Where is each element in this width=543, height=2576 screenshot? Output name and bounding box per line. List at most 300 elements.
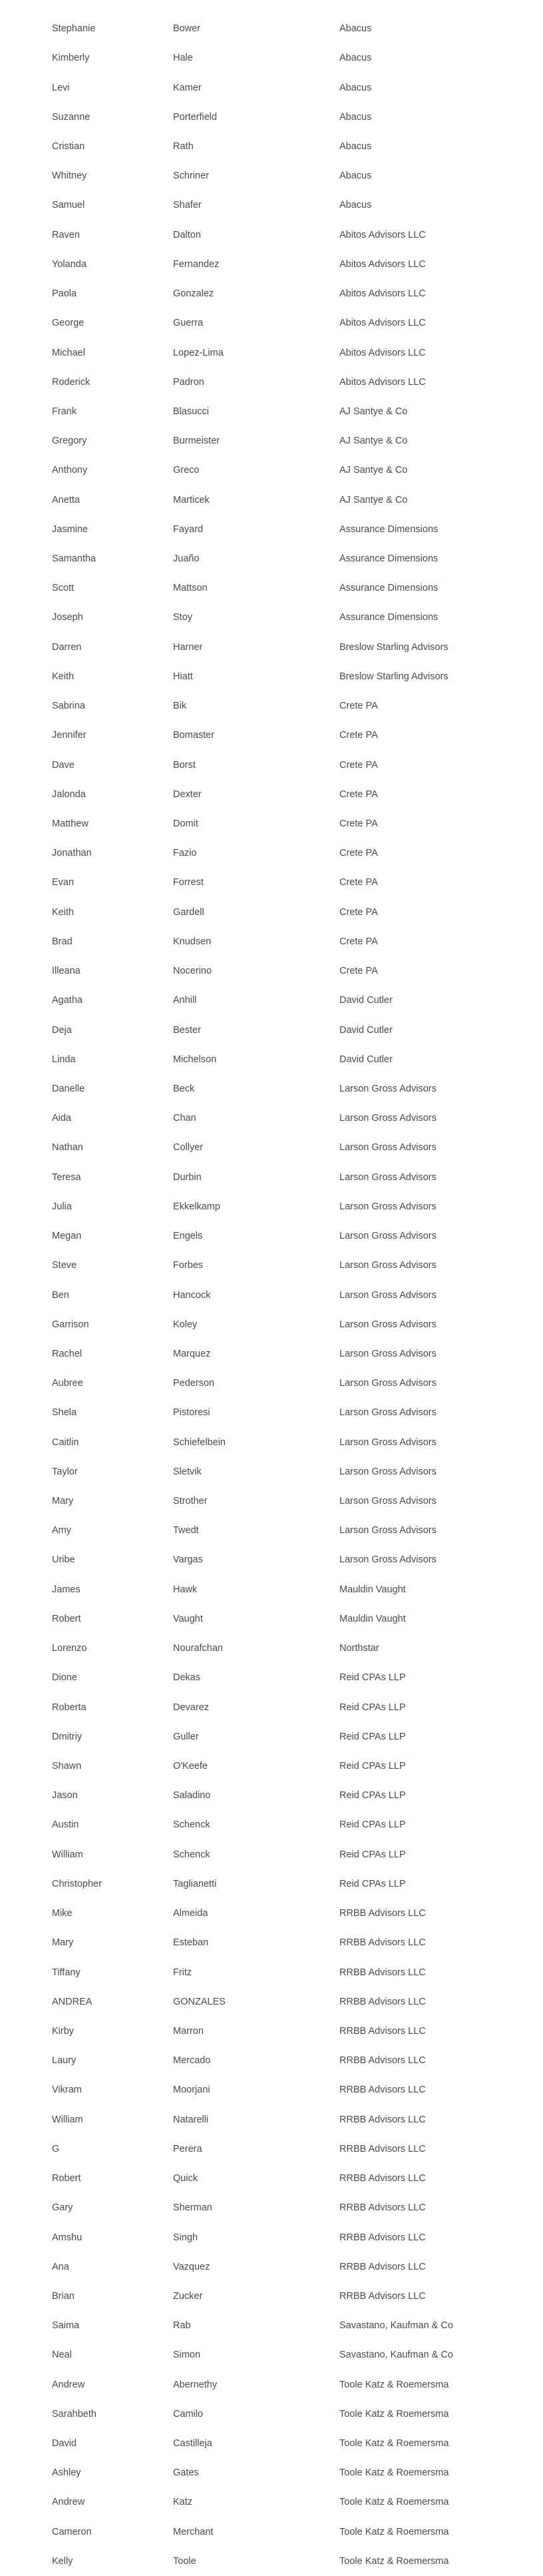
first-name-cell: Christopher <box>52 1878 102 1889</box>
last-name-cell: Pistoresi <box>173 1407 210 1419</box>
firm-name-cell: Larson Gross Advisors <box>339 1260 437 1271</box>
last-name-cell: Lopez-Lima <box>173 347 224 358</box>
first-name-cell: Suzanne <box>52 111 90 123</box>
table-row <box>0 2105 543 2134</box>
first-name-cell: Austin <box>52 1819 79 1831</box>
table-row <box>0 986 543 1015</box>
firm-name-cell: Crete PA <box>339 906 378 918</box>
table-row <box>0 1575 543 1604</box>
last-name-cell: Vargas <box>173 1554 203 1566</box>
first-name-cell: Kimberly <box>52 53 90 64</box>
firm-name-cell: Toole Katz & Roemersma <box>339 2379 449 2390</box>
last-name-cell: Gonzalez <box>173 288 214 300</box>
table-row <box>0 368 543 397</box>
last-name-cell: Schenck <box>173 1819 210 1831</box>
first-name-cell: Michael <box>52 347 85 358</box>
first-name-cell: Vikram <box>52 2085 82 2096</box>
firm-name-cell: David Cutler <box>339 1054 393 1065</box>
firm-name-cell: Assurance Dimensions <box>339 583 439 594</box>
last-name-cell: Forrest <box>173 877 204 888</box>
first-name-cell: Dmitriy <box>52 1731 83 1742</box>
table-row <box>0 2222 543 2252</box>
contact-table <box>0 14 543 2576</box>
last-name-cell: Guller <box>173 1731 199 1742</box>
last-name-cell: Schiefelbein <box>173 1437 226 1448</box>
last-name-cell: Bomaster <box>173 730 215 741</box>
last-name-cell: Forbes <box>173 1260 204 1271</box>
first-name-cell: Jonathan <box>52 848 92 859</box>
table-row <box>0 2487 543 2517</box>
last-name-cell: Domit <box>173 818 198 830</box>
table-row <box>0 1310 543 1339</box>
table-row <box>0 1987 543 2017</box>
table-row <box>0 868 543 897</box>
firm-name-cell: RRBB Advisors LLC <box>339 1937 426 1949</box>
last-name-cell: Dekas <box>173 1672 201 1684</box>
table-row <box>0 750 543 779</box>
last-name-cell: Anhill <box>173 995 197 1006</box>
firm-name-cell: AJ Santye & Co <box>339 436 408 447</box>
firm-name-cell: RRBB Advisors LLC <box>339 2232 426 2243</box>
last-name-cell: Merchant <box>173 2526 214 2537</box>
firm-name-cell: Abacus <box>339 53 372 64</box>
table-row <box>0 2282 543 2311</box>
firm-name-cell: Toole Katz & Roemersma <box>339 2467 449 2479</box>
table-row <box>0 780 543 809</box>
last-name-cell: Pederson <box>173 1378 215 1389</box>
table-row <box>0 2164 543 2193</box>
firm-name-cell: Reid CPAs LLP <box>339 1731 406 1742</box>
table-row <box>0 2193 543 2222</box>
first-name-cell: Shawn <box>52 1761 82 1772</box>
first-name-cell: Whitney <box>52 170 87 182</box>
first-name-cell: Jennifer <box>52 730 87 741</box>
last-name-cell: GONZALES <box>173 1996 226 2007</box>
table-row <box>0 1221 543 1251</box>
firm-name-cell: Larson Gross Advisors <box>339 1378 437 1389</box>
first-name-cell: Samantha <box>52 553 96 565</box>
last-name-cell: Chan <box>173 1113 196 1124</box>
first-name-cell: Brian <box>52 2290 75 2302</box>
firm-name-cell: RRBB Advisors LLC <box>339 2085 426 2096</box>
first-name-cell: Jason <box>52 1790 78 1801</box>
firm-name-cell: RRBB Advisors LLC <box>339 2202 426 2214</box>
first-name-cell: Sarahbeth <box>52 2408 96 2419</box>
first-name-cell: Ana <box>52 2261 69 2272</box>
first-name-cell: Mary <box>52 1496 74 1507</box>
last-name-cell: Marquez <box>173 1348 211 1359</box>
firm-name-cell: Larson Gross Advisors <box>339 1525 437 1536</box>
table-row <box>0 220 543 250</box>
first-name-cell: Keith <box>52 906 75 918</box>
firm-name-cell: David Cutler <box>339 995 393 1006</box>
firm-name-cell: Reid CPAs LLP <box>339 1672 406 1684</box>
first-name-cell: Illeana <box>52 966 81 977</box>
firm-name-cell: Larson Gross Advisors <box>339 1554 437 1566</box>
firm-name-cell: Larson Gross Advisors <box>339 1142 437 1153</box>
last-name-cell: Saladino <box>173 1790 211 1801</box>
table-row <box>0 1810 543 1839</box>
firm-name-cell: Abacus <box>339 82 372 93</box>
table-row <box>0 279 543 308</box>
firm-name-cell: AJ Santye & Co <box>339 494 408 505</box>
table-row <box>0 1192 543 1221</box>
last-name-cell: Fazio <box>173 848 197 859</box>
last-name-cell: Twedt <box>173 1525 199 1536</box>
table-row <box>0 898 543 927</box>
last-name-cell: Bower <box>173 23 201 35</box>
last-name-cell: Nocerino <box>173 966 212 977</box>
table-row <box>0 132 543 161</box>
last-name-cell: Sherman <box>173 2202 212 2214</box>
first-name-cell: Ashley <box>52 2467 81 2479</box>
last-name-cell: Moorjani <box>173 2085 210 2096</box>
last-name-cell: Hawk <box>173 1584 198 1595</box>
first-name-cell: Megan <box>52 1231 82 1242</box>
table-row <box>0 2400 543 2429</box>
firm-name-cell: David Cutler <box>339 1024 393 1036</box>
table-row <box>0 1634 543 1663</box>
firm-name-cell: Toole Katz & Roemersma <box>339 2555 449 2567</box>
table-row <box>0 14 543 43</box>
first-name-cell: Danelle <box>52 1083 85 1094</box>
last-name-cell: Perera <box>173 2143 202 2154</box>
table-row <box>0 1486 543 1516</box>
last-name-cell: Taglianetti <box>173 1878 217 1889</box>
firm-name-cell: Abacus <box>339 141 372 152</box>
first-name-cell: Darren <box>52 641 82 653</box>
last-name-cell: Greco <box>173 465 200 476</box>
last-name-cell: Rab <box>173 2320 191 2332</box>
first-name-cell: George <box>52 318 85 329</box>
first-name-cell: William <box>52 2114 83 2125</box>
last-name-cell: Gates <box>173 2467 199 2479</box>
last-name-cell: Sletvik <box>173 1466 202 1477</box>
last-name-cell: Juaño <box>173 553 200 565</box>
table-row <box>0 1457 543 1486</box>
firm-name-cell: Abitos Advisors LLC <box>339 258 426 270</box>
last-name-cell: Borst <box>173 759 196 771</box>
last-name-cell: Singh <box>173 2232 198 2243</box>
firm-name-cell: Reid CPAs LLP <box>339 1878 406 1889</box>
last-name-cell: O'Keefe <box>173 1761 208 1772</box>
first-name-cell: Anthony <box>52 465 88 476</box>
first-name-cell: Julia <box>52 1201 72 1212</box>
table-row <box>0 161 543 190</box>
last-name-cell: Michelson <box>173 1054 217 1065</box>
first-name-cell: Cristian <box>52 141 85 152</box>
firm-name-cell: Larson Gross Advisors <box>339 1171 437 1183</box>
last-name-cell: Nourafchan <box>173 1643 223 1654</box>
last-name-cell: Devarez <box>173 1702 209 1713</box>
last-name-cell: Zucker <box>173 2290 203 2302</box>
first-name-cell: Ben <box>52 1289 69 1301</box>
firm-name-cell: Larson Gross Advisors <box>339 1348 437 1359</box>
firm-name-cell: Abitos Advisors LLC <box>339 318 426 329</box>
last-name-cell: Vazquez <box>173 2261 210 2272</box>
firm-name-cell: Breslow Starling Advisors <box>339 671 449 682</box>
table-row <box>0 2429 543 2458</box>
table-row <box>0 1280 543 1309</box>
firm-name-cell: Reid CPAs LLP <box>339 1849 406 1860</box>
first-name-cell: Linda <box>52 1054 76 1065</box>
firm-name-cell: Abacus <box>339 23 372 35</box>
last-name-cell: Vaught <box>173 1613 203 1624</box>
firm-name-cell: Northstar <box>339 1643 379 1654</box>
firm-name-cell: Larson Gross Advisors <box>339 1466 437 1477</box>
first-name-cell: Agatha <box>52 995 83 1006</box>
last-name-cell: Beck <box>173 1083 195 1094</box>
firm-name-cell: AJ Santye & Co <box>339 465 408 476</box>
first-name-cell: Laury <box>52 2055 77 2067</box>
table-row <box>0 1604 543 1634</box>
table-row <box>0 1251 543 1280</box>
firm-name-cell: RRBB Advisors LLC <box>339 2114 426 2125</box>
last-name-cell: Simon <box>173 2350 201 2361</box>
table-row <box>0 1781 543 1810</box>
table-row <box>0 1663 543 1692</box>
last-name-cell: Castilleja <box>173 2438 212 2449</box>
firm-name-cell: Crete PA <box>339 848 378 859</box>
firm-name-cell: Crete PA <box>339 730 378 741</box>
firm-name-cell: Crete PA <box>339 966 378 977</box>
firm-name-cell: Mauldin Vaught <box>339 1613 406 1624</box>
last-name-cell: Durbin <box>173 1171 202 1183</box>
firm-name-cell: Abacus <box>339 170 372 182</box>
firm-name-cell: Larson Gross Advisors <box>339 1113 437 1124</box>
first-name-cell: David <box>52 2438 77 2449</box>
table-row <box>0 1752 543 1781</box>
first-name-cell: Sabrina <box>52 701 85 712</box>
firm-name-cell: Toole Katz & Roemersma <box>339 2497 449 2508</box>
table-row <box>0 691 543 721</box>
last-name-cell: Engels <box>173 1231 203 1242</box>
firm-name-cell: Larson Gross Advisors <box>339 1496 437 1507</box>
first-name-cell: Mike <box>52 1908 73 1919</box>
first-name-cell: Aida <box>52 1113 72 1124</box>
last-name-cell: Harner <box>173 641 203 653</box>
table-row <box>0 2075 543 2104</box>
firm-name-cell: Crete PA <box>339 818 378 830</box>
firm-name-cell: Crete PA <box>339 877 378 888</box>
table-row <box>0 103 543 132</box>
table-row <box>0 397 543 426</box>
last-name-cell: Fayard <box>173 523 204 535</box>
last-name-cell: Mattson <box>173 583 208 594</box>
table-row <box>0 1516 543 1545</box>
firm-name-cell: RRBB Advisors LLC <box>339 2055 426 2067</box>
firm-name-cell: RRBB Advisors LLC <box>339 2025 426 2037</box>
first-name-cell: ANDREA <box>52 1996 92 2007</box>
table-row <box>0 1692 543 1722</box>
first-name-cell: Roberta <box>52 1702 87 1713</box>
table-row <box>0 838 543 868</box>
table-row <box>0 1104 543 1133</box>
first-name-cell: Andrew <box>52 2379 85 2390</box>
first-name-cell: Tiffany <box>52 1967 81 1978</box>
table-row <box>0 43 543 73</box>
last-name-cell: Rath <box>173 141 194 152</box>
firm-name-cell: Crete PA <box>339 701 378 712</box>
table-row <box>0 1899 543 1928</box>
first-name-cell: Raven <box>52 229 80 240</box>
first-name-cell: Anetta <box>52 494 80 505</box>
table-row <box>0 485 543 515</box>
first-name-cell: Taylor <box>52 1466 78 1477</box>
last-name-cell: Mercado <box>173 2055 211 2067</box>
firm-name-cell: RRBB Advisors LLC <box>339 2143 426 2154</box>
first-name-cell: William <box>52 1849 83 1860</box>
first-name-cell: Gary <box>52 2202 73 2214</box>
table-row <box>0 2517 543 2547</box>
firm-name-cell: Assurance Dimensions <box>339 612 439 623</box>
last-name-cell: Katz <box>173 2497 193 2508</box>
first-name-cell: Saima <box>52 2320 80 2332</box>
firm-name-cell: Breslow Starling Advisors <box>339 641 449 653</box>
table-row <box>0 1398 543 1427</box>
last-name-cell: Fritz <box>173 1967 192 1978</box>
firm-name-cell: Reid CPAs LLP <box>339 1819 406 1831</box>
first-name-cell: Frank <box>52 406 77 417</box>
last-name-cell: Guerra <box>173 318 204 329</box>
last-name-cell: Fernandez <box>173 258 220 270</box>
first-name-cell: Evan <box>52 877 75 888</box>
firm-name-cell: Abitos Advisors LLC <box>339 288 426 300</box>
firm-name-cell: Abitos Advisors LLC <box>339 347 426 358</box>
firm-name-cell: Mauldin Vaught <box>339 1584 406 1595</box>
first-name-cell: Dave <box>52 759 75 771</box>
table-row <box>0 515 543 544</box>
table-row <box>0 1428 543 1457</box>
firm-name-cell: Larson Gross Advisors <box>339 1231 437 1242</box>
last-name-cell: Marron <box>173 2025 204 2037</box>
table-row <box>0 250 543 279</box>
first-name-cell: Teresa <box>52 1171 81 1183</box>
table-row <box>0 544 543 573</box>
table-row <box>0 1840 543 1869</box>
last-name-cell: Bester <box>173 1024 201 1036</box>
firm-name-cell: Toole Katz & Roemersma <box>339 2526 449 2537</box>
last-name-cell: Camilo <box>173 2408 204 2419</box>
first-name-cell: Jasmine <box>52 523 88 535</box>
first-name-cell: Steve <box>52 1260 77 1271</box>
last-name-cell: Natarelli <box>173 2114 209 2125</box>
firm-name-cell: Crete PA <box>339 789 378 800</box>
firm-name-cell: Assurance Dimensions <box>339 553 439 565</box>
table-row <box>0 1369 543 1398</box>
firm-name-cell: Toole Katz & Roemersma <box>339 2438 449 2449</box>
first-name-cell: Andrew <box>52 2497 85 2508</box>
firm-name-cell: Crete PA <box>339 759 378 771</box>
table-row <box>0 2547 543 2576</box>
first-name-cell: Paola <box>52 288 77 300</box>
last-name-cell: Hale <box>173 53 193 64</box>
first-name-cell: Neal <box>52 2350 72 2361</box>
table-row <box>0 2370 543 2400</box>
first-name-cell: Matthew <box>52 818 89 830</box>
firm-name-cell: Abitos Advisors LLC <box>339 229 426 240</box>
table-row <box>0 426 543 456</box>
table-row <box>0 2311 543 2340</box>
table-row <box>0 603 543 632</box>
firm-name-cell: Reid CPAs LLP <box>339 1761 406 1772</box>
first-name-cell: Amshu <box>52 2232 83 2243</box>
first-name-cell: Uribe <box>52 1554 75 1566</box>
firm-name-cell: Assurance Dimensions <box>339 523 439 535</box>
table-row <box>0 1163 543 1192</box>
firm-name-cell: RRBB Advisors LLC <box>339 2290 426 2302</box>
table-row <box>0 1015 543 1044</box>
first-name-cell: Mary <box>52 1937 74 1949</box>
last-name-cell: Dexter <box>173 789 202 800</box>
table-row <box>0 956 543 986</box>
last-name-cell: Ekkelkamp <box>173 1201 220 1212</box>
table-row <box>0 2017 543 2046</box>
last-name-cell: Abernethy <box>173 2379 218 2390</box>
firm-name-cell: RRBB Advisors LLC <box>339 2261 426 2272</box>
table-row <box>0 721 543 750</box>
last-name-cell: Toole <box>173 2555 196 2567</box>
last-name-cell: Kamer <box>173 82 202 93</box>
table-row <box>0 573 543 603</box>
firm-name-cell: RRBB Advisors LLC <box>339 1996 426 2007</box>
firm-name-cell: Abitos Advisors LLC <box>339 376 426 388</box>
table-row <box>0 1074 543 1104</box>
firm-name-cell: Larson Gross Advisors <box>339 1407 437 1419</box>
last-name-cell: Dalton <box>173 229 201 240</box>
last-name-cell: Bik <box>173 701 187 712</box>
last-name-cell: Collyer <box>173 1142 204 1153</box>
first-name-cell: Robert <box>52 2173 81 2184</box>
firm-name-cell: RRBB Advisors LLC <box>339 1967 426 1978</box>
first-name-cell: Aubree <box>52 1378 83 1389</box>
table-row <box>0 633 543 662</box>
firm-name-cell: Reid CPAs LLP <box>339 1790 406 1801</box>
last-name-cell: Esteban <box>173 1937 209 1949</box>
firm-name-cell: Larson Gross Advisors <box>339 1201 437 1212</box>
table-row <box>0 1928 543 1957</box>
table-row <box>0 1869 543 1899</box>
first-name-cell: Levi <box>52 82 70 93</box>
first-name-cell: Rachel <box>52 1348 83 1359</box>
last-name-cell: Gardell <box>173 906 204 918</box>
table-row <box>0 73 543 102</box>
table-row <box>0 308 543 338</box>
first-name-cell: Robert <box>52 1613 81 1624</box>
table-row <box>0 2252 543 2282</box>
last-name-cell: Stoy <box>173 612 193 623</box>
last-name-cell: Strother <box>173 1496 208 1507</box>
first-name-cell: Gregory <box>52 436 87 447</box>
firm-name-cell: Reid CPAs LLP <box>339 1702 406 1713</box>
first-name-cell: Kelly <box>52 2555 73 2567</box>
table-row <box>0 1722 543 1752</box>
last-name-cell: Padron <box>173 376 204 388</box>
table-row <box>0 338 543 367</box>
firm-name-cell: Savastano, Kaufman & Co <box>339 2320 453 2332</box>
last-name-cell: Almeida <box>173 1908 208 1919</box>
last-name-cell: Blasucci <box>173 406 209 417</box>
first-name-cell: Nathan <box>52 1142 83 1153</box>
firm-name-cell: Larson Gross Advisors <box>339 1289 437 1301</box>
first-name-cell: Scott <box>52 583 75 594</box>
firm-name-cell: RRBB Advisors LLC <box>339 2173 426 2184</box>
firm-name-cell: Savastano, Kaufman & Co <box>339 2350 453 2361</box>
table-row <box>0 1133 543 1162</box>
last-name-cell: Schriner <box>173 170 209 182</box>
table-row <box>0 809 543 838</box>
first-name-cell: Dione <box>52 1672 77 1684</box>
